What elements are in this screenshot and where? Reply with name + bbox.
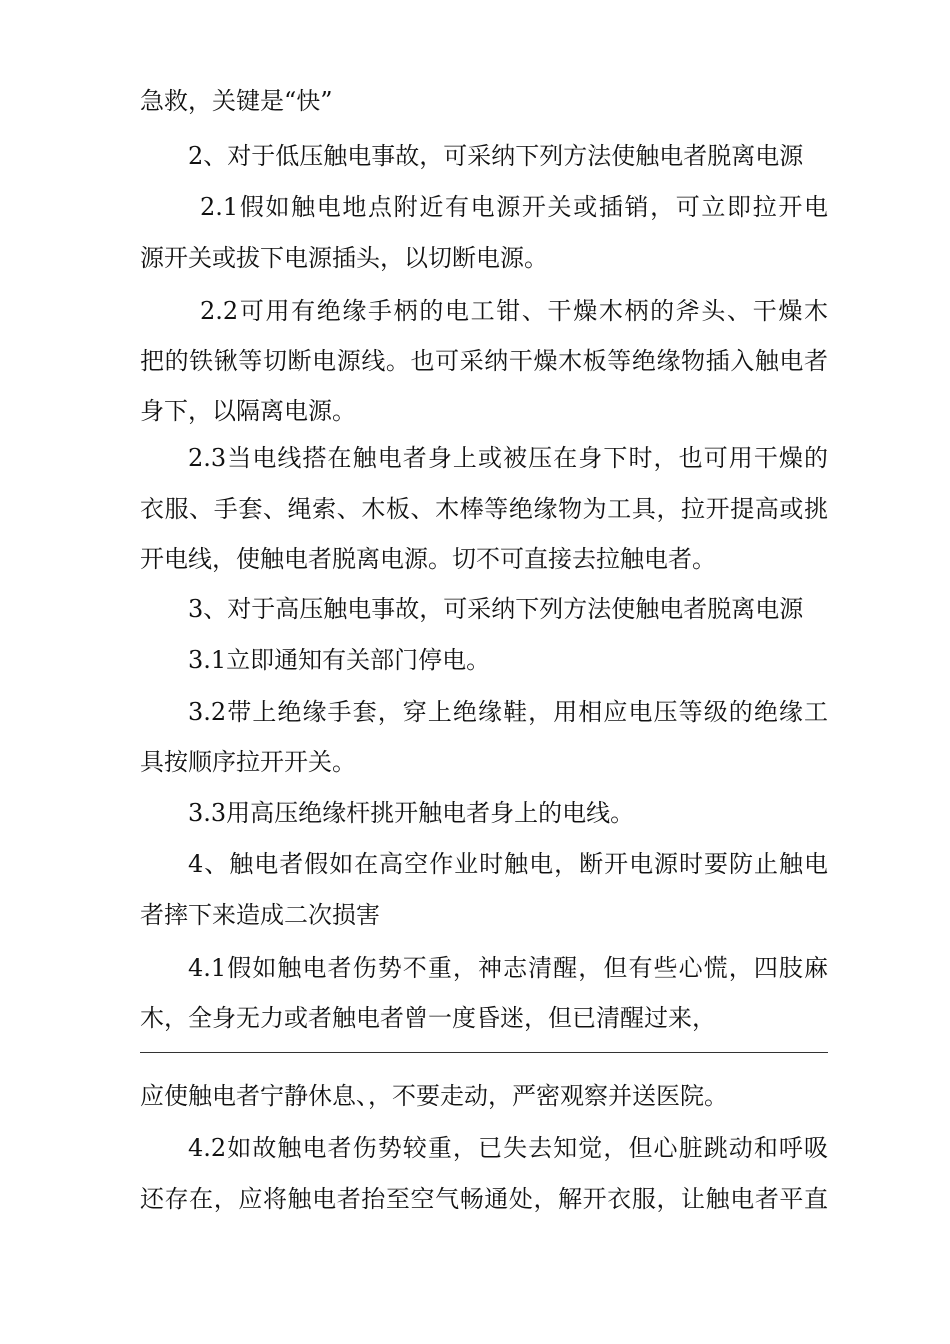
text-line-12: 3.1立即通知有关部门停电。 [188, 646, 491, 674]
text-line-3: 2.1假如触电地点附近有电源开关或插销，可立即拉开电 [200, 193, 828, 221]
text-line-18: 4.1假如触电者伤势不重，神志清醒，但有些心慌，四肢麻 [188, 954, 828, 982]
text-line-13: 3.2带上绝缘手套，穿上绝缘鞋，用相应电压等级的绝缘工 [188, 698, 828, 726]
text-line-10: 开电线，使触电者脱离电源。切不可直接去拉触电者。 [140, 545, 716, 573]
text-line-20: 应使触电者宁静休息、，不要走动，严密观察并送医院。 [140, 1082, 728, 1110]
text-line-19: 木，全身无力或者触电者曾一度昏迷，但已清醒过来， [140, 1004, 716, 1032]
text-line-7: 身下，以隔离电源。 [140, 397, 356, 425]
text-line-15: 3.3用高压绝缘杆挑开触电者身上的电线。 [188, 799, 635, 827]
page-divider [140, 1052, 828, 1053]
text-line-8: 2.3当电线搭在触电者身上或被压在身下时，也可用干燥的 [188, 444, 828, 472]
text-line-14: 具按顺序拉开开关。 [140, 748, 356, 776]
text-line-1: 急救，关键是“快” [140, 87, 333, 115]
text-line-21: 4.2如故触电者伤势较重，已失去知觉，但心脏跳动和呼吸 [188, 1134, 828, 1162]
text-line-2: 2、对于低压触电事故，可采纳下列方法使触电者脱离电源 [188, 142, 804, 170]
text-line-4: 源开关或拔下电源插头，以切断电源。 [140, 244, 548, 272]
text-line-5: 2.2可用有绝缘手柄的电工钳、干燥木柄的斧头、干燥木 [200, 297, 828, 325]
text-line-22: 还存在，应将触电者抬至空气畅通处，解开衣服，让触电者平直 [140, 1185, 828, 1213]
text-line-17: 者摔下来造成二次损害 [140, 901, 380, 929]
text-line-9: 衣服、手套、绳索、木板、木棒等绝缘物为工具，拉开提高或挑 [140, 495, 828, 523]
text-line-6: 把的铁锹等切断电源线。也可采纳干燥木板等绝缘物插入触电者 [140, 347, 828, 375]
text-line-16: 4、触电者假如在高空作业时触电，断开电源时要防止触电 [188, 850, 828, 878]
text-line-11: 3、对于高压触电事故，可采纳下列方法使触电者脱离电源 [188, 595, 804, 623]
